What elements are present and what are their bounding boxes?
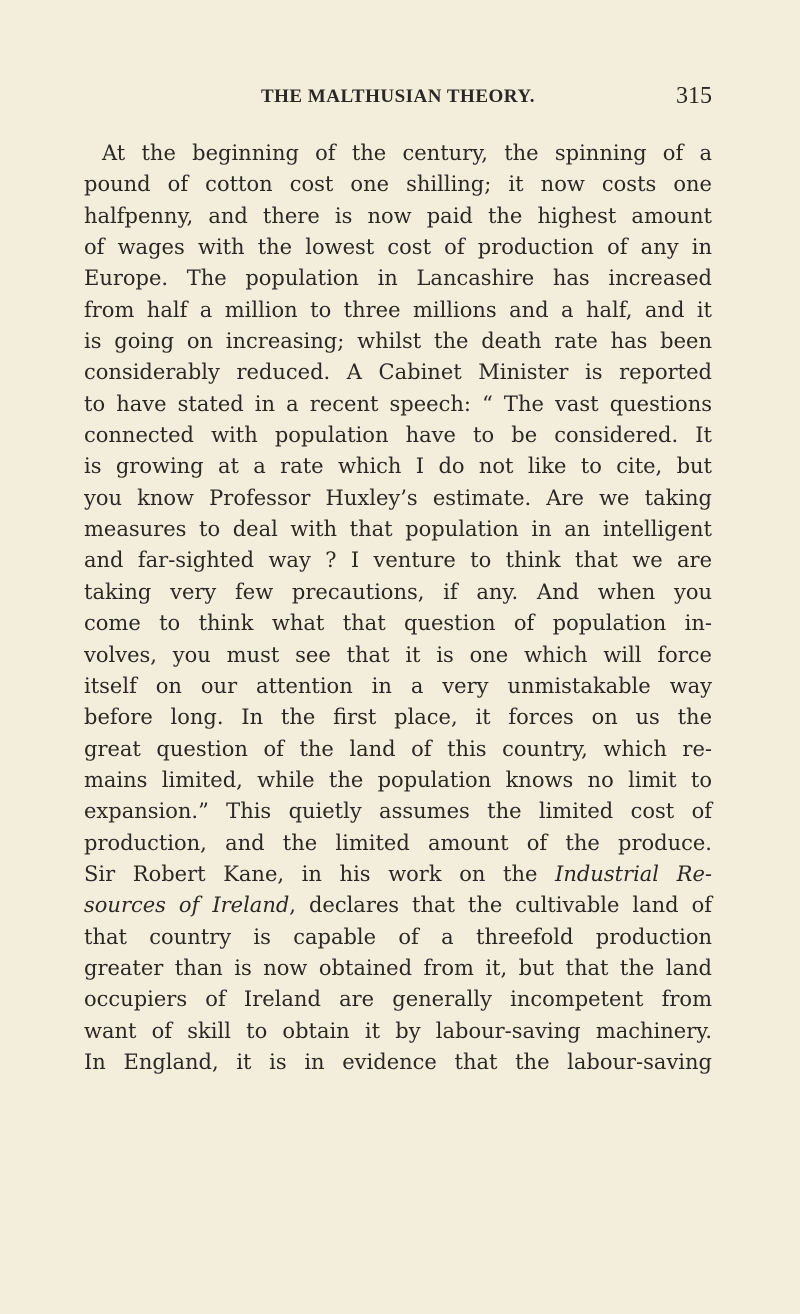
text-line: taking very few precautions, if any. And when you [84,579,712,604]
text-line: halfpenny, and there is now paid the highest amount [84,203,712,228]
text-line: greater than is now obtained from it, but that the land [84,955,712,980]
body-text [84,138,712,1078]
text-line: volves, you must see that it is one which will force [84,642,712,667]
running-head [84,83,712,116]
text-line: occupiers of Ireland are generally incompetent from [84,987,712,1012]
text-line: that country is capable of a threefold production [84,924,712,949]
text-line: to have stated in a recent speech: “ The vast questions [84,391,712,416]
text-line: production, and the limited amount of the produce. [84,830,712,855]
text-line: measures to deal with that population in an intelligent [84,517,712,542]
page-number: 315 [676,83,712,109]
text-line: want of skill to obtain it by labour-saving machinery. [84,1018,712,1043]
text-line: before long. In the first place, it forces on us the [84,705,712,730]
text-line: considerably reduced. A Cabinet Minister is reported [84,360,712,385]
book-title-italic: sources of Ireland [84,893,290,918]
text-line: from half a million to three millions and a half, and it [84,297,712,322]
text-line: great question of the land of this country, which re- [84,736,712,761]
text-line: you know Professor Huxley’s estimate. Are we taking [84,485,712,510]
text-line: mains limited, while the population knows no limit to [84,767,712,792]
book-title-italic: Industrial Re- [555,861,712,886]
text-segment: Sir Robert Kane, in his work on the [84,861,556,886]
running-title: THE MALTHUSIAN THEORY. [260,86,536,107]
text-line: Europe. The population in Lancashire has increased [84,266,712,291]
text-line: and far-sighted way ? I venture to think that we are [84,548,712,573]
text-line: itself on our attention in a very unmistakable way [84,673,712,698]
text-line: In England, it is in evidence that the labour-saving [84,1049,712,1074]
text-line: pound of cotton cost one shilling; it now costs one [84,172,712,197]
text-line: come to think what that question of population in- [84,611,712,636]
text-line [84,859,712,890]
text-line: of wages with the lowest cost of production of any in [84,235,712,260]
text-line: connected with population have to be considered. It [84,423,712,448]
text-line [84,890,712,921]
text-segment: , declares that the cultivable land of [289,893,713,918]
text-line: expansion.” This quietly assumes the limited cost of [84,799,712,824]
text-line: is growing at a rate which I do not like to cite, but [84,454,712,479]
text-line: At the beginning of the century, the spinning of a [102,141,712,165]
text-line: is going on increasing; whilst the death rate has been [84,329,712,354]
